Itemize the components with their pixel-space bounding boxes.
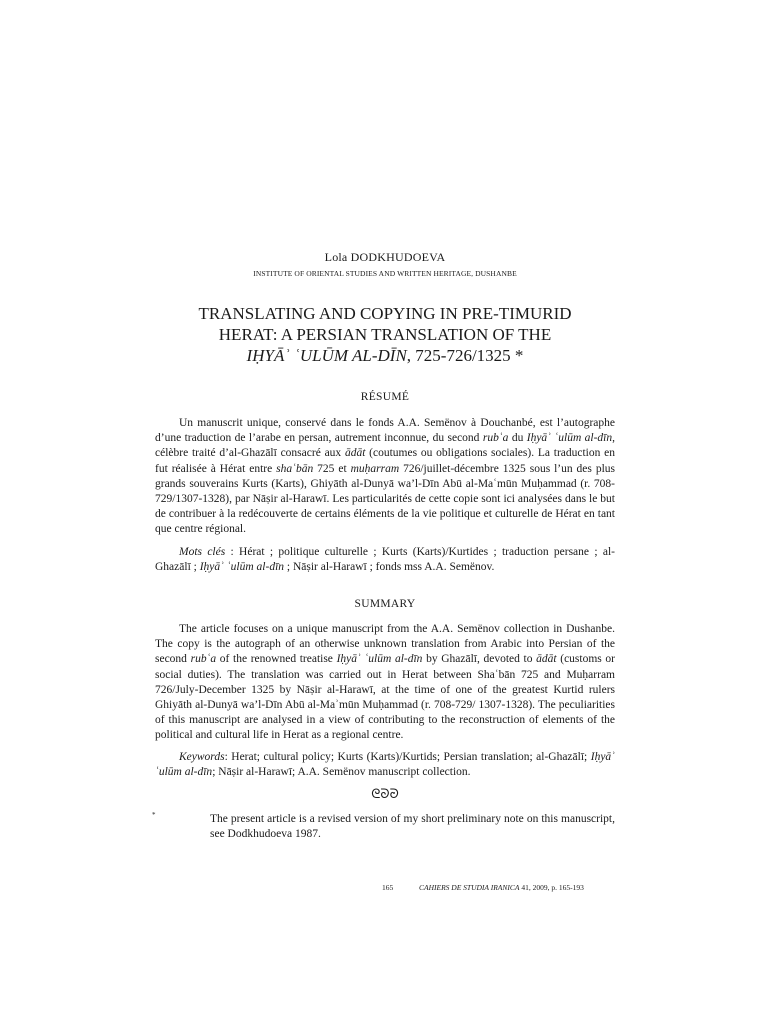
title-work-name: IḤYĀʾ ʿULŪM AL-DĪN	[246, 346, 407, 365]
title-line-2: HERAT: A PERSIAN TRANSLATION OF THE	[218, 325, 552, 344]
text-run: : Hérat ; politique culturelle ; Kurts (Karts)/Kurtides ; traduction persane ; al-Ghazālī ;	[155, 546, 615, 574]
text-run: : Herat; cultural policy; Kurts (Karts)/Kurtids; Persian translation; al-Ghazālī;	[224, 751, 591, 763]
resume-heading: RÉSUMÉ	[360, 391, 410, 403]
text-run: ; Nāṣir al-Harawī; A.A. Semënov manuscript collection.	[212, 766, 471, 779]
title-dates: , 725-726/1325 *	[406, 346, 524, 365]
italic-term: rubʿa	[190, 653, 217, 666]
keywords-label: Keywords	[179, 751, 225, 763]
journal-volume: 41, 2009, p. 165-193	[519, 883, 584, 892]
italic-term: Iḥyāʾ ʿulūm al-dīn	[336, 653, 423, 666]
text-run: (coutumes ou obligations sociales). La traduction en fut réalisée à Hérat entre	[155, 447, 616, 475]
italic-term: shaʿbān	[276, 462, 314, 475]
text-run: The article focuses on a unique manuscript from the A.A. Semënov collection in Dushanbe. The copy is the autograph of an otherwise unknown translation from Arabic into Persian of the second	[155, 623, 615, 666]
footnote-mark: *	[152, 811, 156, 819]
summary-paragraph	[155, 622, 615, 744]
text-run: ; Nāṣir al-Harawī ; fonds mss A.A. Semënov.	[284, 561, 495, 574]
italic-term: ādāt	[344, 447, 366, 460]
text-run: 726/juillet-décembre 1325 sous l’un des plus grands souverains Kurts (Karts), Ghiyāth al-Dunyā wa’l-Dīn Abū al-Maʿmūn Muḥammad (r. 708-729/1307-1328), par Nāṣir al-Harawī. Les particularités de cette copie sont ici analysées dans le but de contribuer à la redécouverte de certains éléments de la vie politique et culturelle de Hérat en tant que centre régional.	[155, 462, 615, 536]
journal-citation	[419, 883, 584, 892]
author-name: Lola DODKHUDOEVA	[324, 250, 446, 264]
italic-term: ādāt	[536, 653, 557, 666]
footnote	[152, 811, 615, 841]
text-run: 725 et	[313, 462, 351, 475]
summary-keywords	[155, 750, 615, 780]
italic-term: Iḥyāʾ ʿulūm al-dīn	[155, 751, 615, 779]
text-run: Un manuscrit unique, conservé dans le fonds A.A. Semënov à Douchanbé, est l’autographe d’une traduction de l’arabe en persan, autrement inconnue, du second	[155, 417, 615, 445]
text-run: by Ghazālī, devoted to	[422, 653, 537, 666]
title-line-3	[155, 345, 615, 366]
page-number: 165	[382, 883, 394, 892]
resume-paragraph	[155, 416, 615, 538]
article-title	[155, 303, 615, 366]
ornament-divider: ᘓᘐᘒ	[371, 786, 399, 801]
summary-heading: SUMMARY	[354, 598, 416, 610]
text-run: (customs or social duties). The translation was carried out in Herat between Shaʿbān 725 and Muḥarram 726/July-December 1325 by Nāṣir al-Harawī, at the time of one of the greatest Kurtid rulers Ghiyāth al-Dunyā wa’l-Dīn Abū al-Maʾmūn Muḥammad (r. 708-729/ 1307-1328). The peculiarities of this manuscript are analysed in a view of contributing to the reconstruction of elements of the political and cultural life in Herat as a regional centre.	[155, 653, 615, 742]
text-run: du	[508, 432, 527, 445]
italic-term: muḥarram	[350, 462, 400, 475]
text-run: , célèbre traité d’al-Ghazālī consacré aux	[155, 432, 616, 460]
footnote-text: The present article is a revised version of my short preliminary note on this manuscript, see Dodkhudoeva 1987.	[210, 813, 615, 840]
journal-name: CAHIERS DE STUDIA IRANICA	[419, 883, 520, 892]
title-line-1: TRANSLATING AND COPYING IN PRE-TIMURID	[198, 304, 572, 323]
italic-term: rubʿa	[482, 432, 509, 445]
keywords-label: Mots clés	[179, 546, 226, 558]
text-run: of the renowned treatise	[216, 653, 337, 666]
author-affiliation: INSTITUTE OF ORIENTAL STUDIES AND WRITTEN HERITAGE, DUSHANBE	[253, 269, 517, 278]
italic-term: Iḥyāʾ ʿulūm al-dīn	[199, 561, 285, 574]
italic-term: Iḥyāʾ ʿulūm al-dīn	[526, 432, 613, 445]
resume-keywords	[155, 545, 615, 575]
